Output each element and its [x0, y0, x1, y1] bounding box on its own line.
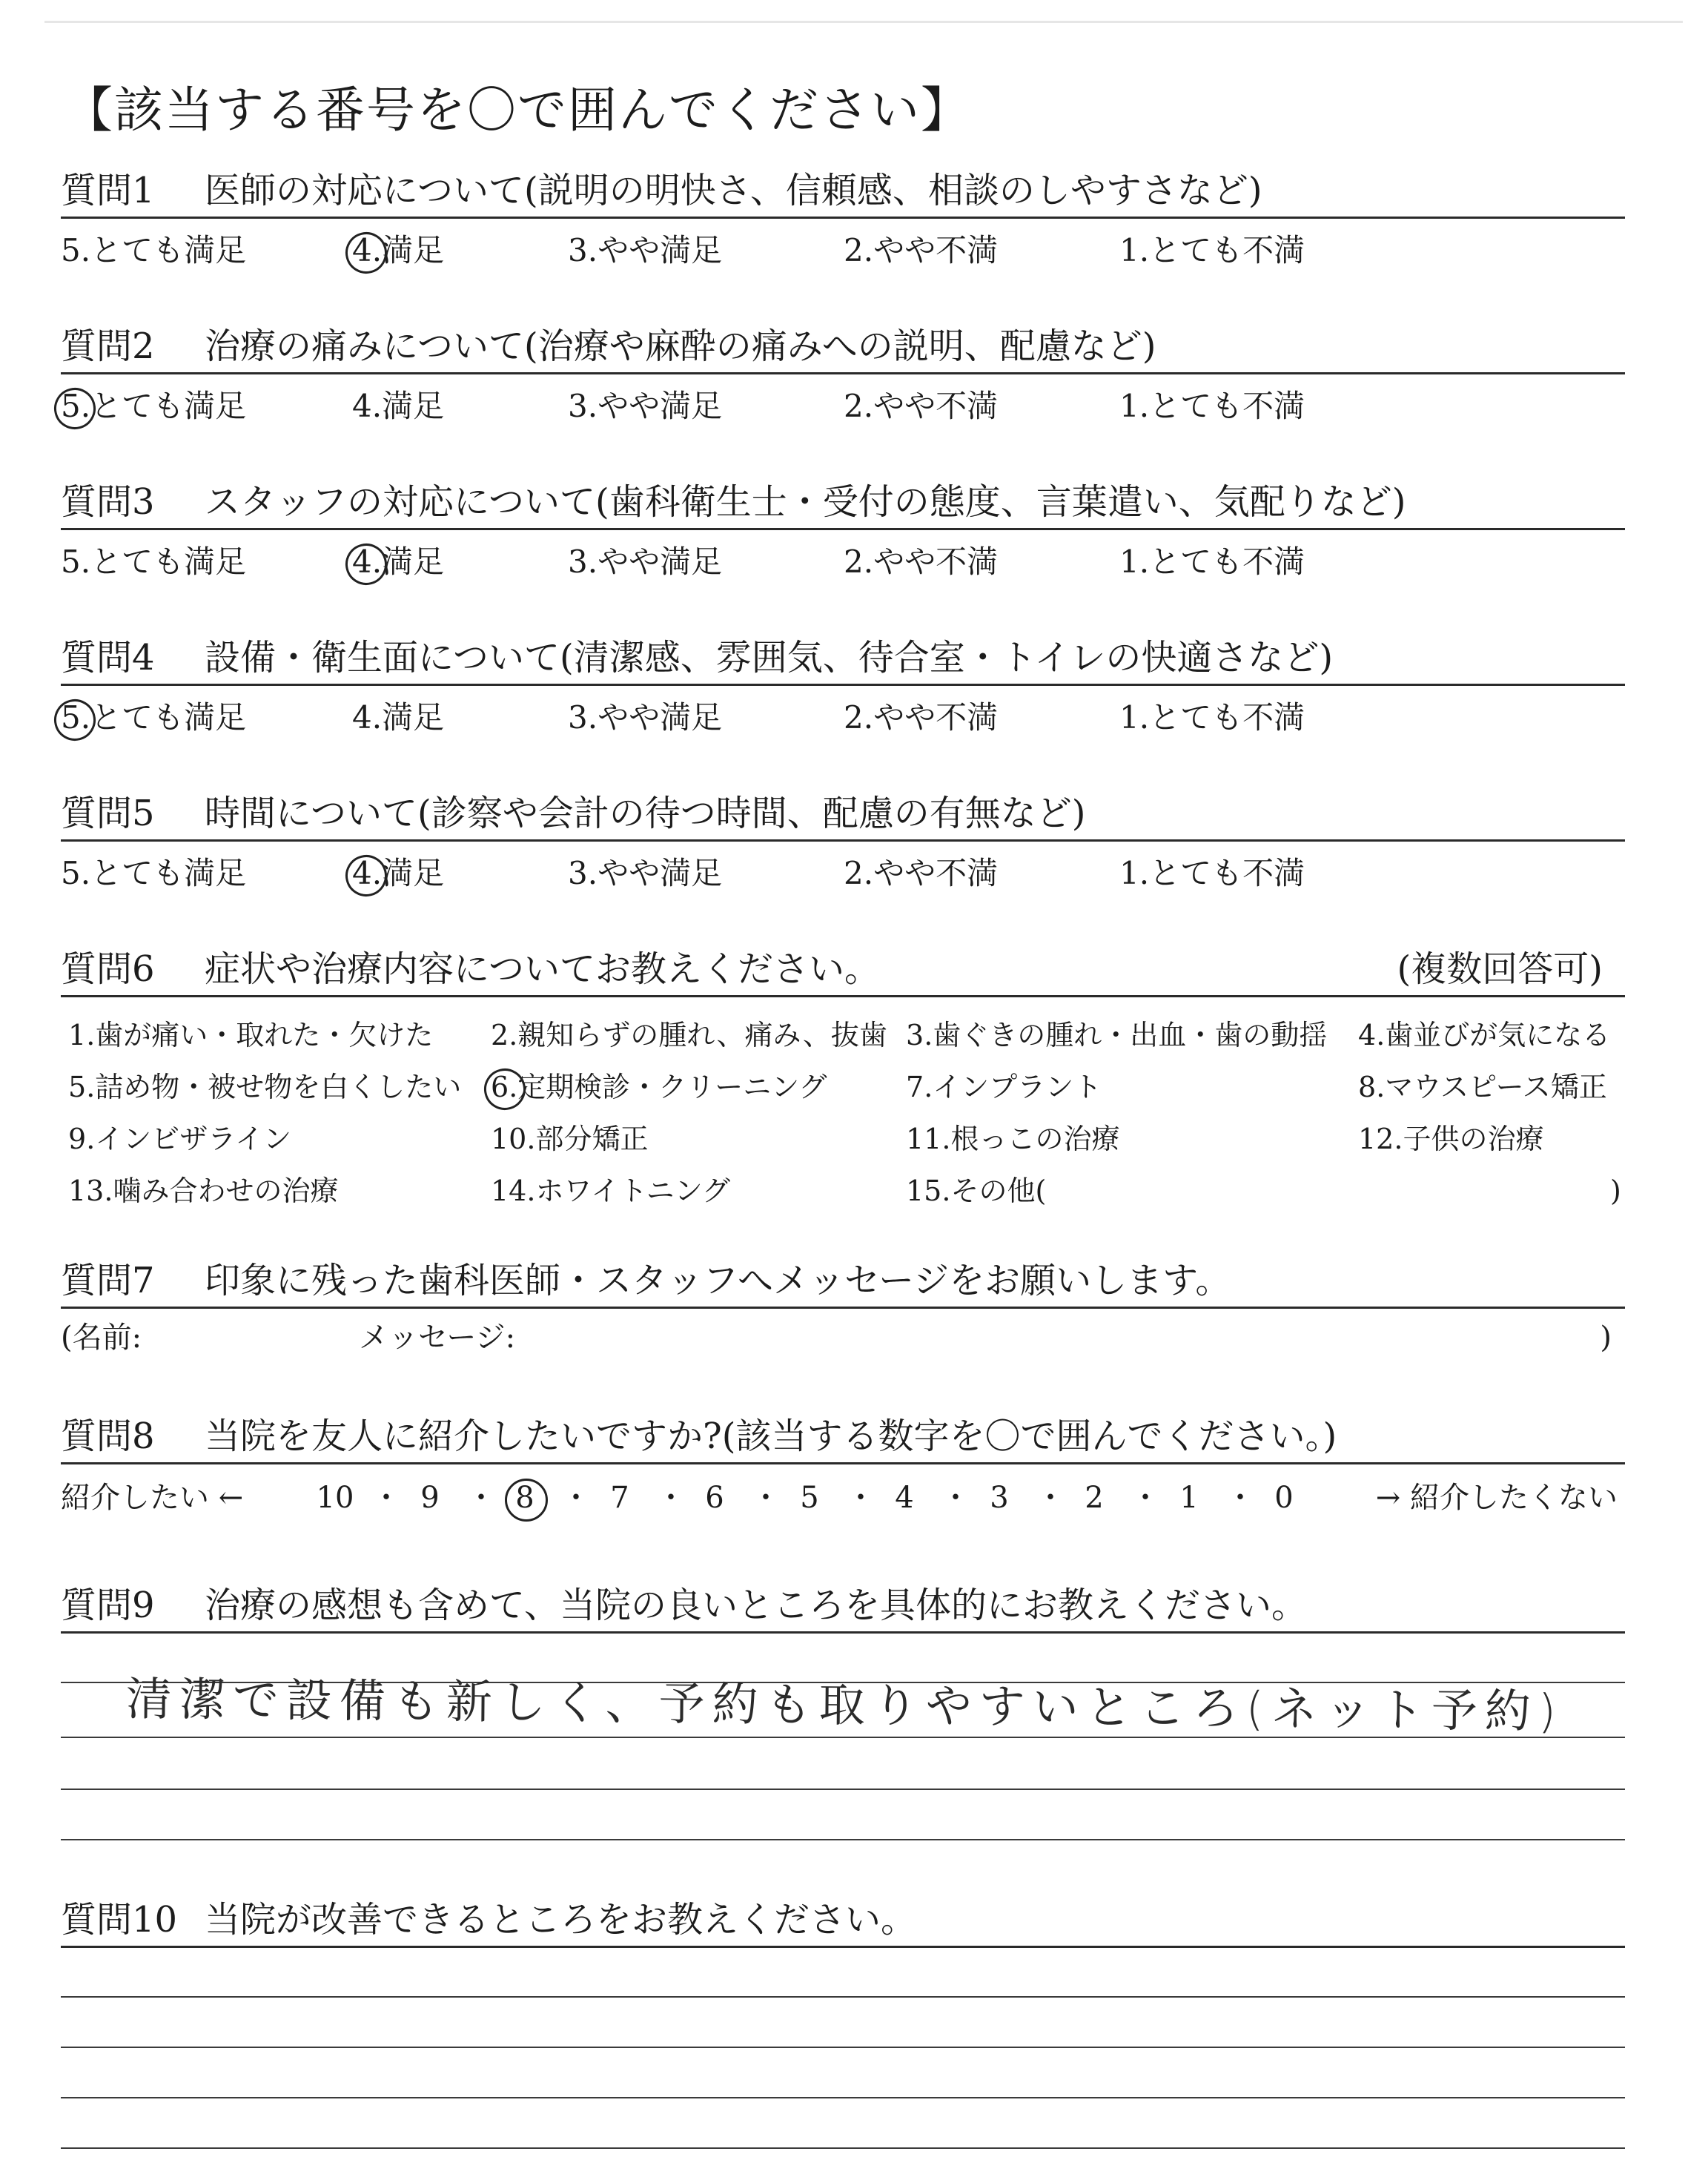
question-4-number: 質問4 [61, 637, 155, 678]
scale-left-label: 紹介したい ← [61, 1481, 244, 1515]
rating-option[interactable] [61, 697, 246, 739]
rating-option-label: .とても満足 [80, 388, 247, 424]
rating-option-number: 2 [844, 232, 864, 268]
answer-line [61, 2147, 1625, 2149]
question-1-header [61, 165, 1625, 219]
question-3-header [61, 476, 1625, 530]
symptom-option-label: .ホワイトニング [526, 1175, 731, 1207]
question-1-options [61, 230, 1625, 271]
symptom-option-number: 12 [1358, 1123, 1394, 1155]
symptom-option[interactable] [1358, 1066, 1607, 1108]
question-9-header [61, 1579, 1625, 1634]
rating-option-label: .満足 [371, 232, 445, 268]
question-1-number: 質問1 [61, 170, 155, 211]
question-9-handwritten-answer: 清潔で設備も新しく、予約も取りやすいところ(ネット予約) [125, 1671, 1564, 1739]
question-3-options [61, 541, 1625, 583]
question-7-message-row [61, 1317, 1625, 1358]
question-4-title: 設備・衛生面について(清潔感、雰囲気、待合室・トイレの快適さなど) [205, 637, 1334, 678]
scale-separator: ・ [1036, 1481, 1065, 1515]
rating-option-label: .満足 [371, 388, 445, 424]
scale-separator: ・ [371, 1481, 401, 1515]
rating-option-label: .やや満足 [587, 544, 723, 580]
rating-option[interactable] [844, 541, 998, 583]
symptom-option-label: .根っこの治療 [941, 1123, 1120, 1155]
rating-option-number: 3 [568, 699, 588, 736]
scale-separator: ・ [656, 1481, 686, 1515]
rating-option-label: .やや不満 [863, 855, 999, 891]
symptom-option[interactable] [68, 1118, 291, 1160]
question-4-header [61, 632, 1625, 686]
question-8-title: 当院を友人に紹介したいですか?(該当する数字を〇で囲んでください。) [205, 1416, 1337, 1457]
question-10-title: 当院が改善できるところをお教えください。 [205, 1899, 917, 1941]
rating-option[interactable] [1119, 697, 1305, 739]
answer-line [61, 1996, 1625, 1998]
question-7-title: 印象に残った歯科医師・スタッフへメッセージをお願いします。 [205, 1260, 1231, 1301]
symptom-option-label: .その他( [941, 1175, 1047, 1207]
symptom-option-label: .マウスピース矯正 [1376, 1071, 1607, 1103]
scale-right-label: → 紹介したくない [1375, 1481, 1618, 1515]
rating-option-number: 4 [352, 388, 372, 424]
question-2-options [61, 386, 1625, 427]
rating-option-number: 1 [1119, 855, 1139, 891]
question-6-title: 症状や治療内容についてお教えください。 [205, 948, 881, 990]
rating-option[interactable] [568, 853, 722, 894]
rating-option-number: 5 [61, 855, 81, 891]
question-4-options [61, 697, 1625, 739]
question-5-options [61, 853, 1625, 894]
rating-option[interactable] [61, 230, 246, 271]
symptom-option[interactable] [491, 1014, 887, 1056]
question-8-number: 質問8 [61, 1416, 155, 1457]
rating-option[interactable] [352, 853, 444, 894]
rating-option[interactable] [568, 230, 722, 271]
question-6-note: (複数回答可) [1397, 948, 1603, 990]
question-10-number: 質問10 [61, 1899, 178, 1941]
rating-option[interactable] [844, 853, 998, 894]
symptom-option-label: .部分矯正 [526, 1123, 649, 1155]
rating-option-label: .やや満足 [587, 232, 723, 268]
rating-option-label: .とても満足 [80, 544, 247, 580]
question-5-title: 時間について(診察や会計の待つ時間、配慮の有無など) [205, 793, 1086, 834]
symptom-option[interactable] [491, 1170, 730, 1212]
symptom-option-number: 8 [1358, 1071, 1377, 1103]
question-2-title: 治療の痛みについて(治療や麻酔の痛みへの説明、配慮など) [205, 326, 1156, 367]
rating-option[interactable] [61, 386, 246, 427]
symptom-option-label: .親知らずの腫れ、痛み、抜歯 [509, 1019, 887, 1051]
scale-value[interactable]: 9 [420, 1481, 440, 1515]
rating-option-number: 4 [352, 853, 372, 894]
symptom-option[interactable] [906, 1014, 1327, 1056]
symptom-option-label: .子供の治療 [1394, 1123, 1544, 1155]
scale-separator: ・ [1225, 1481, 1255, 1515]
rating-option-number: 2 [844, 855, 864, 891]
rating-option[interactable] [568, 697, 722, 739]
rating-option-number: 5 [61, 697, 81, 739]
top-border [44, 21, 1683, 23]
question-2-number: 質問2 [61, 326, 155, 367]
rating-option-label: .とても不満 [1139, 388, 1305, 424]
rating-option-number: 2 [844, 699, 864, 736]
symptom-option-label: .歯が痛い・取れた・欠けた [86, 1019, 434, 1051]
symptom-option-label: .噛み合わせの治療 [104, 1175, 339, 1207]
rating-option-number: 3 [568, 855, 588, 891]
rating-option-number: 2 [844, 388, 864, 424]
symptom-option-label: .詰め物・被せ物を白くしたい [86, 1071, 462, 1103]
scale-value[interactable]: 1 [1179, 1481, 1199, 1515]
answer-line [61, 2097, 1625, 2098]
rating-option[interactable] [1119, 541, 1305, 583]
symptom-option-number: 3 [906, 1019, 924, 1051]
scale-value[interactable]: 2 [1085, 1481, 1104, 1515]
question-10-header [61, 1894, 1625, 1948]
symptom-option[interactable] [906, 1118, 1119, 1160]
symptom-option-number: 14 [491, 1175, 527, 1207]
rating-option[interactable] [568, 541, 722, 583]
rating-option-number: 1 [1119, 544, 1139, 580]
rating-option-number: 1 [1119, 699, 1139, 736]
question-5-number: 質問5 [61, 793, 155, 834]
rating-option-number: 5 [61, 386, 81, 427]
message-close-paren: ) [1600, 1321, 1612, 1355]
scale-value[interactable]: 0 [1274, 1481, 1294, 1515]
question-3-title: スタッフの対応について(歯科衛生士・受付の態度、言葉遣い、気配りなど) [205, 481, 1406, 523]
question-2-header [61, 320, 1625, 374]
scale-separator: ・ [941, 1481, 970, 1515]
rating-option[interactable] [844, 230, 998, 271]
answer-line [61, 2047, 1625, 2048]
rating-option[interactable] [568, 386, 722, 427]
symptom-option-number: 5 [68, 1071, 87, 1103]
rating-option-label: .やや満足 [587, 699, 723, 736]
question-7-header [61, 1255, 1625, 1309]
rating-option-number: 5 [61, 232, 81, 268]
rating-option[interactable] [352, 230, 444, 271]
rating-option[interactable] [61, 853, 246, 894]
rating-option[interactable] [352, 697, 444, 739]
symptom-option-number: 7 [906, 1071, 924, 1103]
scale-value[interactable]: 8 [503, 1476, 547, 1520]
answer-line [61, 1839, 1625, 1840]
other-close-paren: ) [1610, 1175, 1621, 1207]
symptom-option-label: .インプラント [924, 1071, 1102, 1103]
rating-option-label: .とても不満 [1139, 232, 1305, 268]
scale-separator: ・ [1131, 1481, 1160, 1515]
symptom-option[interactable] [491, 1118, 648, 1160]
answer-line [61, 1737, 1625, 1738]
symptom-option-label: .インビザライン [86, 1123, 292, 1155]
question-5-header [61, 787, 1625, 842]
rating-option-label: .とても満足 [80, 699, 247, 736]
scale-value[interactable]: 4 [895, 1481, 914, 1515]
scale-separator: ・ [466, 1481, 496, 1515]
rating-option-label: .やや不満 [863, 232, 999, 268]
symptom-option[interactable] [906, 1066, 1102, 1108]
rating-option[interactable] [61, 541, 246, 583]
rating-option-label: .とても満足 [80, 232, 247, 268]
scale-value[interactable]: 7 [610, 1481, 629, 1515]
question-3-number: 質問3 [61, 481, 155, 523]
rating-option-label: .やや満足 [587, 388, 723, 424]
symptom-option-label: .歯ぐきの腫れ・出血・歯の動揺 [924, 1019, 1328, 1051]
rating-option[interactable] [1119, 386, 1305, 427]
question-6-number: 質問6 [61, 948, 155, 990]
question-6-header [61, 943, 1625, 997]
scale-value[interactable]: 3 [990, 1481, 1009, 1515]
symptom-option-number: 4 [1358, 1019, 1377, 1051]
rating-option[interactable] [352, 386, 444, 427]
name-label: (名前: [61, 1321, 142, 1355]
referral-scale [61, 1476, 1625, 1520]
symptom-option[interactable] [68, 1066, 461, 1108]
symptom-option-number: 6 [491, 1066, 509, 1108]
scale-separator: ・ [846, 1481, 875, 1515]
message-label: メッセージ: [359, 1321, 516, 1355]
symptom-option[interactable] [1358, 1118, 1543, 1160]
rating-option-label: .満足 [371, 855, 445, 891]
answer-line [61, 1789, 1625, 1790]
symptom-option[interactable] [1358, 1014, 1610, 1056]
symptom-option-number: 13 [68, 1175, 105, 1207]
symptom-option-number: 9 [68, 1123, 87, 1155]
rating-option-number: 4 [352, 541, 372, 583]
rating-option-label: .やや不満 [863, 699, 999, 736]
rating-option-number: 5 [61, 544, 81, 580]
symptom-option-number: 15 [906, 1175, 942, 1207]
rating-option-label: .満足 [371, 699, 445, 736]
rating-option-number: 3 [568, 544, 588, 580]
question-9-title: 治療の感想も含めて、当院の良いところを具体的にお教えください。 [205, 1585, 1308, 1626]
question-8-header [61, 1410, 1625, 1464]
rating-option[interactable] [1119, 853, 1305, 894]
rating-option[interactable] [352, 541, 444, 583]
rating-option-label: .やや不満 [863, 544, 999, 580]
symptom-option-label: .定期検診・クリーニング [509, 1071, 827, 1103]
symptom-option-label: .歯並びが気になる [1376, 1019, 1611, 1051]
scale-separator: ・ [561, 1481, 591, 1515]
rating-option-number: 3 [568, 232, 588, 268]
scale-value[interactable]: 6 [705, 1481, 724, 1515]
rating-option-label: .とても不満 [1139, 544, 1305, 580]
rating-option-label: .やや不満 [863, 388, 999, 424]
scale-value[interactable]: 10 [316, 1481, 354, 1515]
rating-option-number: 3 [568, 388, 588, 424]
symptom-option-number: 2 [491, 1019, 509, 1051]
rating-option-number: 1 [1119, 388, 1139, 424]
symptom-option[interactable] [68, 1170, 338, 1212]
symptom-option[interactable] [491, 1066, 827, 1108]
rating-option[interactable] [844, 697, 998, 739]
instruction-heading: 【該当する番号を〇で囲んでください】 [64, 82, 971, 139]
rating-option-label: .とても不満 [1139, 855, 1305, 891]
rating-option-number: 1 [1119, 232, 1139, 268]
rating-option-label: .満足 [371, 544, 445, 580]
scale-value[interactable]: 5 [800, 1481, 819, 1515]
symptom-option[interactable] [68, 1014, 433, 1056]
rating-option-label: .やや満足 [587, 855, 723, 891]
scale-separator: ・ [751, 1481, 781, 1515]
rating-option[interactable] [844, 386, 998, 427]
rating-option[interactable] [1119, 230, 1305, 271]
rating-option-label: .とても不満 [1139, 699, 1305, 736]
question-1-title: 医師の対応について(説明の明快さ、信頼感、相談のしやすさなど) [205, 170, 1262, 211]
rating-option-label: .とても満足 [80, 855, 247, 891]
question-7-number: 質問7 [61, 1260, 155, 1301]
rating-option-number: 4 [352, 230, 372, 271]
rating-option-number: 2 [844, 544, 864, 580]
question-9-number: 質問9 [61, 1585, 155, 1626]
symptom-option-number: 11 [906, 1123, 942, 1155]
symptom-option-number: 10 [491, 1123, 527, 1155]
symptom-option[interactable] [906, 1170, 1046, 1212]
rating-option-number: 4 [352, 699, 372, 736]
symptom-option-number: 1 [68, 1019, 87, 1051]
